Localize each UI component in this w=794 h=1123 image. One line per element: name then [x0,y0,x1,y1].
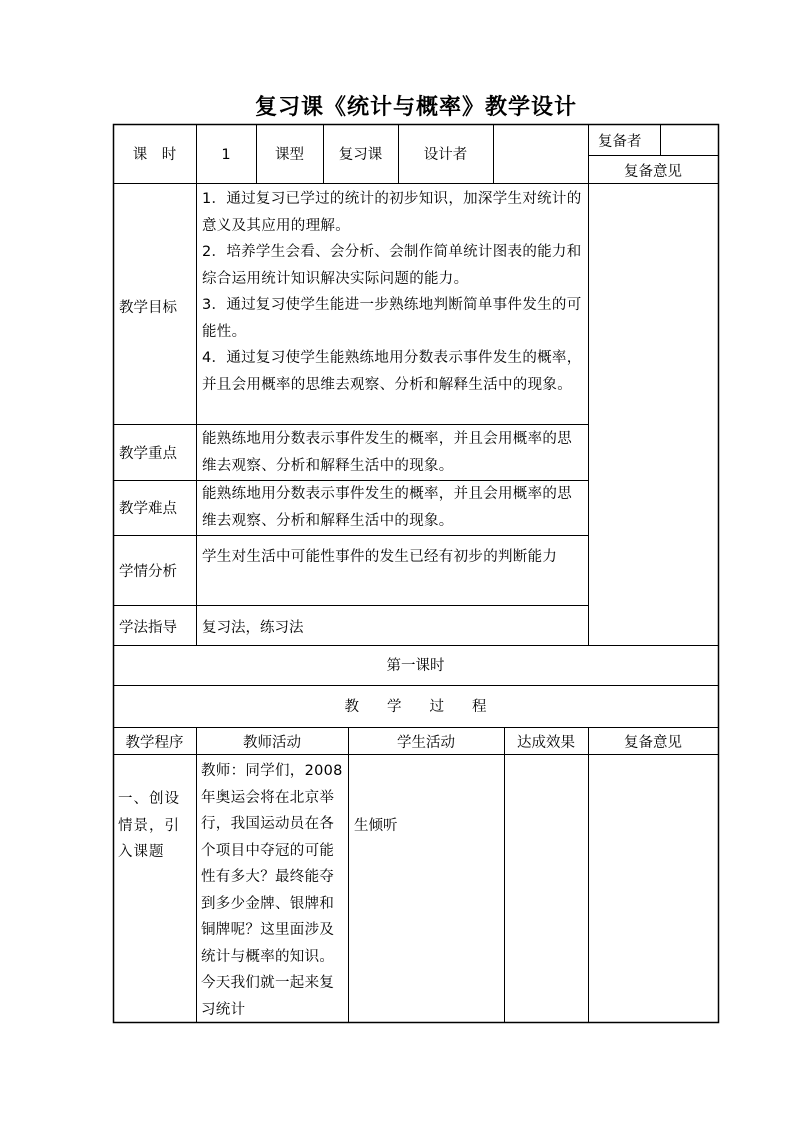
student-activity: 生倾听 [354,818,398,834]
objectives-label: 教学目标 [119,300,177,316]
analysis-text: 学生对生活中可能性事件的发生已经有初步的判断能力 [202,549,558,565]
method-label: 学法指导 [119,620,177,636]
objective-item: 2．培养学生会看、会分析、会制作简单统计图表的能力和综合运用统计知识解决实际问题的能力。 [202,244,582,287]
col-review: 复备意见 [624,735,682,751]
document-title: 复习课《统计与概率》教学设计 [254,95,577,120]
objective-item: 1．通过复习已学过的统计的初步知识，加深学生对统计的意义及其应用的理解。 [202,191,582,234]
review-opinion-label: 复备意见 [624,164,682,180]
key-points-text: 能熟练地用分数表示事件发生的概率，并且会用概率的思维去观察、分析和解释生活中的现象。 [202,431,572,474]
teacher-activity: 教师：同学们，2008年奥运会将在北京举行，我国运动员在各个项目中夺冠的可能性有多大？最终能夺到多少金牌、银牌和铜牌呢？这里面涉及统计与概率的知识。今天我们就一起来复习统计 [201,763,343,1018]
process-title: 教学过程 [344,699,515,715]
col-student: 学生活动 [397,735,455,751]
col-teacher: 教师活动 [243,735,301,751]
lesson-label: 课 时 [132,147,177,163]
objective-item: 4．通过复习使学生能熟练地用分数表示事件发生的概率，并且会用概率的思维去观察、分析和解释生活中的现象。 [202,350,582,393]
objectives-list [202,186,584,398]
objective-item: 3．通过复习使学生能进一步熟练地判断简单事件发生的可能性。 [202,297,582,340]
step-text: 一、创设情景，引入课题 [118,791,180,860]
lesson-value: 1 [221,147,231,163]
method-text: 复习法，练习法 [202,620,304,636]
analysis-label: 学情分析 [119,564,177,580]
session-title: 第一课时 [386,658,445,674]
difficulties-label: 教学难点 [119,501,177,517]
designer-label: 设计者 [423,147,468,163]
reviewer-label: 复备者 [598,134,642,150]
difficulties-text: 能熟练地用分数表示事件发生的概率，并且会用概率的思维去观察、分析和解释生活中的现象。 [202,486,572,529]
col-step: 教学程序 [125,735,184,751]
type-label: 课型 [275,147,304,163]
key-points-label: 教学重点 [119,446,177,462]
col-effect: 达成效果 [517,735,575,751]
type-value: 复习课 [338,147,383,163]
